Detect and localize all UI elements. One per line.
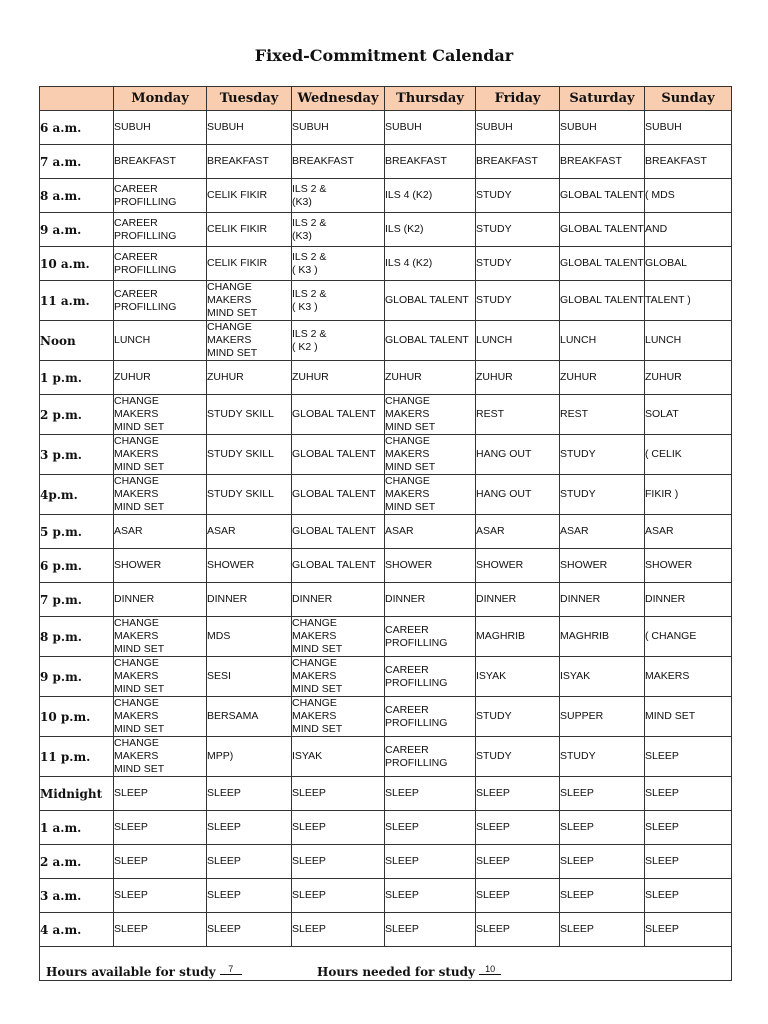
activity-cell: BREAKFAST xyxy=(476,145,560,179)
activity-cell: ILS 2 & ( K2 ) xyxy=(292,321,385,361)
activity-cell: BREAKFAST xyxy=(292,145,385,179)
activity-cell: ASAR xyxy=(645,515,732,549)
day-header: Tuesday xyxy=(207,87,292,111)
activity-cell: CHANGE MAKERS MIND SET xyxy=(114,395,207,435)
activity-cell: ASAR xyxy=(476,515,560,549)
activity-cell: SOLAT xyxy=(645,395,732,435)
activity-cell: SUBUH xyxy=(207,111,292,145)
activity-cell: BERSAMA xyxy=(207,697,292,737)
time-label: 5 p.m. xyxy=(40,515,114,549)
day-header: Monday xyxy=(114,87,207,111)
activity-cell: SLEEP xyxy=(645,845,732,879)
activity-cell: BREAKFAST xyxy=(114,145,207,179)
activity-cell: SLEEP xyxy=(292,913,385,947)
activity-cell: SLEEP xyxy=(207,777,292,811)
activity-cell: SLEEP xyxy=(114,913,207,947)
time-label: Noon xyxy=(40,321,114,361)
activity-cell: SLEEP xyxy=(560,811,645,845)
activity-cell: ILS 2 & ( K3 ) xyxy=(292,247,385,281)
activity-cell: SLEEP xyxy=(292,845,385,879)
activity-cell: ZUHUR xyxy=(560,361,645,395)
activity-cell: MPP) xyxy=(207,737,292,777)
activity-cell: SLEEP xyxy=(645,879,732,913)
activity-cell: SLEEP xyxy=(476,913,560,947)
activity-cell: CELIK FIKIR xyxy=(207,179,292,213)
activity-cell: GLOBAL TALENT xyxy=(292,395,385,435)
table-row xyxy=(40,549,732,583)
activity-cell: ZUHUR xyxy=(292,361,385,395)
activity-cell: SUPPER xyxy=(560,697,645,737)
activity-cell: STUDY xyxy=(476,179,560,213)
activity-cell: STUDY xyxy=(476,281,560,321)
activity-cell: SLEEP xyxy=(645,777,732,811)
activity-cell: ( CHANGE xyxy=(645,617,732,657)
activity-cell: CHANGE MAKERS MIND SET xyxy=(385,395,476,435)
calendar-body xyxy=(40,111,732,947)
activity-cell: ASAR xyxy=(207,515,292,549)
hours-needed xyxy=(317,965,501,979)
activity-cell: STUDY SKILL xyxy=(207,475,292,515)
day-header: Wednesday xyxy=(292,87,385,111)
table-row xyxy=(40,879,732,913)
activity-cell: HANG OUT xyxy=(476,475,560,515)
activity-cell: SLEEP xyxy=(207,913,292,947)
time-label: 4 a.m. xyxy=(40,913,114,947)
table-row xyxy=(40,281,732,321)
time-label: 9 p.m. xyxy=(40,657,114,697)
hours-needed-value: 10 xyxy=(479,965,501,975)
activity-cell: SLEEP xyxy=(385,913,476,947)
activity-cell: MAGHRIB xyxy=(476,617,560,657)
time-label: 4p.m. xyxy=(40,475,114,515)
activity-cell: SLEEP xyxy=(560,777,645,811)
activity-cell: CAREER PROFILLING xyxy=(114,213,207,247)
hours-needed-label: Hours needed for study xyxy=(317,965,475,979)
time-label: 8 a.m. xyxy=(40,179,114,213)
activity-cell: CAREER PROFILLING xyxy=(114,281,207,321)
activity-cell: SLEEP xyxy=(476,879,560,913)
activity-cell: CAREER PROFILLING xyxy=(385,657,476,697)
activity-cell: ISYAK xyxy=(292,737,385,777)
activity-cell: CHANGE MAKERS MIND SET xyxy=(114,617,207,657)
time-label: 2 a.m. xyxy=(40,845,114,879)
activity-cell: SLEEP xyxy=(560,879,645,913)
activity-cell: STUDY xyxy=(560,435,645,475)
activity-cell: ILS 4 (K2) xyxy=(385,179,476,213)
activity-cell: AND xyxy=(645,213,732,247)
activity-cell: SHOWER xyxy=(645,549,732,583)
activity-cell: CHANGE MAKERS MIND SET xyxy=(114,657,207,697)
activity-cell: STUDY xyxy=(476,213,560,247)
activity-cell: SUBUH xyxy=(645,111,732,145)
activity-cell: ISYAK xyxy=(560,657,645,697)
activity-cell: SLEEP xyxy=(114,811,207,845)
activity-cell: SLEEP xyxy=(385,879,476,913)
time-label: 11 p.m. xyxy=(40,737,114,777)
activity-cell: BREAKFAST xyxy=(645,145,732,179)
day-header: Sunday xyxy=(645,87,732,111)
footer-cell xyxy=(40,947,732,981)
activity-cell: SLEEP xyxy=(385,811,476,845)
activity-cell: GLOBAL TALENT xyxy=(560,247,645,281)
table-row xyxy=(40,361,732,395)
activity-cell: DINNER xyxy=(114,583,207,617)
activity-cell: ISYAK xyxy=(476,657,560,697)
activity-cell: SUBUH xyxy=(114,111,207,145)
time-label: 6 a.m. xyxy=(40,111,114,145)
time-label: 9 a.m. xyxy=(40,213,114,247)
activity-cell: MDS xyxy=(207,617,292,657)
activity-cell: ZUHUR xyxy=(207,361,292,395)
activity-cell: CHANGE MAKERS MIND SET xyxy=(292,617,385,657)
activity-cell: REST xyxy=(476,395,560,435)
activity-cell: SLEEP xyxy=(385,777,476,811)
activity-cell: SLEEP xyxy=(385,845,476,879)
activity-cell: SHOWER xyxy=(476,549,560,583)
activity-cell: CELIK FIKIR xyxy=(207,247,292,281)
activity-cell: CAREER PROFILLING xyxy=(385,697,476,737)
activity-cell: CHANGE MAKERS MIND SET xyxy=(385,475,476,515)
activity-cell: ( CELIK xyxy=(645,435,732,475)
activity-cell: SLEEP xyxy=(645,811,732,845)
activity-cell: HANG OUT xyxy=(476,435,560,475)
time-label: 7 p.m. xyxy=(40,583,114,617)
activity-cell: GLOBAL TALENT xyxy=(560,281,645,321)
activity-cell: STUDY xyxy=(476,247,560,281)
activity-cell: LUNCH xyxy=(645,321,732,361)
activity-cell: FIKIR ) xyxy=(645,475,732,515)
time-label: 10 a.m. xyxy=(40,247,114,281)
activity-cell: ILS (K2) xyxy=(385,213,476,247)
activity-cell: SLEEP xyxy=(645,737,732,777)
activity-cell: CHANGE MAKERS MIND SET xyxy=(385,435,476,475)
activity-cell: GLOBAL TALENT xyxy=(292,549,385,583)
activity-cell: BREAKFAST xyxy=(385,145,476,179)
activity-cell: SLEEP xyxy=(114,879,207,913)
activity-cell: ZUHUR xyxy=(114,361,207,395)
table-row xyxy=(40,583,732,617)
activity-cell: CHANGE MAKERS MIND SET xyxy=(114,697,207,737)
table-row xyxy=(40,179,732,213)
activity-cell: SLEEP xyxy=(207,879,292,913)
header-corner xyxy=(40,87,114,111)
activity-cell: GLOBAL TALENT xyxy=(560,179,645,213)
time-label: 1 p.m. xyxy=(40,361,114,395)
activity-cell: ILS 2 & (K3) xyxy=(292,179,385,213)
footer-row xyxy=(40,947,732,981)
page-title: Fixed-Commitment Calendar xyxy=(254,46,514,65)
table-row xyxy=(40,913,732,947)
activity-cell: GLOBAL TALENT xyxy=(560,213,645,247)
activity-cell: CAREER PROFILLING xyxy=(114,247,207,281)
activity-cell: SUBUH xyxy=(560,111,645,145)
activity-cell: CHANGE MAKERS MIND SET xyxy=(114,435,207,475)
table-row xyxy=(40,145,732,179)
activity-cell: ASAR xyxy=(560,515,645,549)
table-row xyxy=(40,737,732,777)
activity-cell: BREAKFAST xyxy=(207,145,292,179)
hours-available-label: Hours available for study xyxy=(46,965,216,979)
activity-cell: TALENT ) xyxy=(645,281,732,321)
activity-cell: DINNER xyxy=(292,583,385,617)
activity-cell: ILS 4 (K2) xyxy=(385,247,476,281)
table-row xyxy=(40,213,732,247)
time-label: 3 a.m. xyxy=(40,879,114,913)
time-label: 11 a.m. xyxy=(40,281,114,321)
activity-cell: DINNER xyxy=(645,583,732,617)
activity-cell: ZUHUR xyxy=(385,361,476,395)
activity-cell: SLEEP xyxy=(476,845,560,879)
table-row xyxy=(40,811,732,845)
activity-cell: SUBUH xyxy=(292,111,385,145)
activity-cell: ILS 2 & (K3) xyxy=(292,213,385,247)
day-header: Saturday xyxy=(560,87,645,111)
table-row xyxy=(40,777,732,811)
activity-cell: GLOBAL xyxy=(645,247,732,281)
activity-cell: LUNCH xyxy=(476,321,560,361)
table-row xyxy=(40,111,732,145)
activity-cell: GLOBAL TALENT xyxy=(292,475,385,515)
activity-cell: SLEEP xyxy=(114,845,207,879)
activity-cell: SHOWER xyxy=(207,549,292,583)
table-row xyxy=(40,845,732,879)
activity-cell: STUDY SKILL xyxy=(207,435,292,475)
activity-cell: SLEEP xyxy=(560,913,645,947)
time-label: 8 p.m. xyxy=(40,617,114,657)
activity-cell: SLEEP xyxy=(207,845,292,879)
activity-cell: SLEEP xyxy=(207,811,292,845)
table-row xyxy=(40,697,732,737)
activity-cell: ILS 2 & ( K3 ) xyxy=(292,281,385,321)
activity-cell: GLOBAL TALENT xyxy=(292,515,385,549)
activity-cell: CHANGE MAKERS MIND SET xyxy=(292,657,385,697)
activity-cell: STUDY xyxy=(476,737,560,777)
activity-cell: SHOWER xyxy=(114,549,207,583)
activity-cell: CHANGE MAKERS MIND SET xyxy=(114,475,207,515)
activity-cell: LUNCH xyxy=(560,321,645,361)
time-label: Midnight xyxy=(40,777,114,811)
activity-cell: STUDY xyxy=(560,737,645,777)
activity-cell: CAREER PROFILLING xyxy=(385,737,476,777)
activity-cell: REST xyxy=(560,395,645,435)
activity-cell: ASAR xyxy=(114,515,207,549)
activity-cell: GLOBAL TALENT xyxy=(292,435,385,475)
table-row xyxy=(40,515,732,549)
activity-cell: CHANGE MAKERS MIND SET xyxy=(207,321,292,361)
activity-cell: MAGHRIB xyxy=(560,617,645,657)
activity-cell: SHOWER xyxy=(385,549,476,583)
activity-cell: BREAKFAST xyxy=(560,145,645,179)
activity-cell: SLEEP xyxy=(560,845,645,879)
activity-cell: ZUHUR xyxy=(645,361,732,395)
activity-cell: SLEEP xyxy=(292,879,385,913)
activity-cell: LUNCH xyxy=(114,321,207,361)
table-row xyxy=(40,657,732,697)
activity-cell: SLEEP xyxy=(645,913,732,947)
activity-cell: SUBUH xyxy=(476,111,560,145)
activity-cell: DINNER xyxy=(476,583,560,617)
time-label: 7 a.m. xyxy=(40,145,114,179)
table-row xyxy=(40,321,732,361)
activity-cell: SHOWER xyxy=(560,549,645,583)
activity-cell: SLEEP xyxy=(114,777,207,811)
activity-cell: STUDY xyxy=(560,475,645,515)
activity-cell: SLEEP xyxy=(292,777,385,811)
activity-cell: CHANGE MAKERS MIND SET xyxy=(207,281,292,321)
table-row xyxy=(40,247,732,281)
activity-cell: DINNER xyxy=(385,583,476,617)
table-row xyxy=(40,395,732,435)
activity-cell: DINNER xyxy=(207,583,292,617)
time-label: 10 p.m. xyxy=(40,697,114,737)
activity-cell: CELIK FIKIR xyxy=(207,213,292,247)
hours-available-value: 7 xyxy=(220,965,242,975)
calendar-table xyxy=(39,86,732,981)
activity-cell: SESI xyxy=(207,657,292,697)
activity-cell: SLEEP xyxy=(292,811,385,845)
activity-cell: DINNER xyxy=(560,583,645,617)
time-label: 2 p.m. xyxy=(40,395,114,435)
activity-cell: SUBUH xyxy=(385,111,476,145)
activity-cell: MAKERS xyxy=(645,657,732,697)
activity-cell: GLOBAL TALENT xyxy=(385,321,476,361)
table-row xyxy=(40,475,732,515)
time-label: 6 p.m. xyxy=(40,549,114,583)
activity-cell: MIND SET xyxy=(645,697,732,737)
table-row xyxy=(40,435,732,475)
activity-cell: CHANGE MAKERS MIND SET xyxy=(292,697,385,737)
activity-cell: STUDY SKILL xyxy=(207,395,292,435)
activity-cell: CAREER PROFILLING xyxy=(385,617,476,657)
hours-available xyxy=(46,965,242,979)
table-row xyxy=(40,617,732,657)
activity-cell: ( MDS xyxy=(645,179,732,213)
activity-cell: STUDY xyxy=(476,697,560,737)
activity-cell: ASAR xyxy=(385,515,476,549)
activity-cell: CHANGE MAKERS MIND SET xyxy=(114,737,207,777)
time-label: 1 a.m. xyxy=(40,811,114,845)
activity-cell: SLEEP xyxy=(476,777,560,811)
activity-cell: GLOBAL TALENT xyxy=(385,281,476,321)
activity-cell: ZUHUR xyxy=(476,361,560,395)
activity-cell: CAREER PROFILLING xyxy=(114,179,207,213)
time-label: 3 p.m. xyxy=(40,435,114,475)
activity-cell: SLEEP xyxy=(476,811,560,845)
day-header: Friday xyxy=(476,87,560,111)
day-header: Thursday xyxy=(385,87,476,111)
header-row xyxy=(40,87,732,111)
